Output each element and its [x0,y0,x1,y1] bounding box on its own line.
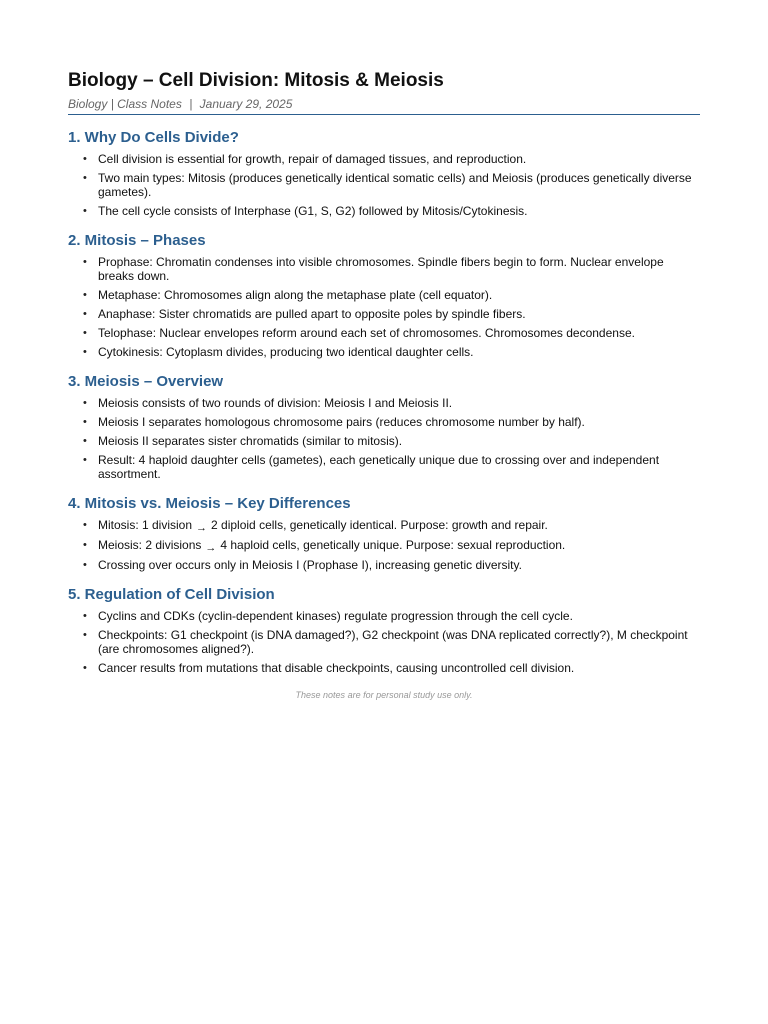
bullet-item: • Cancer results from mutations that disable checkpoints, causing uncontrolled cell division. [68,661,700,675]
bullet-text-before: Meiosis: 2 divisions [98,538,202,552]
bullet-item [68,518,700,533]
section-heading: 3. Meiosis – Overview [68,373,224,390]
bullet-item: • Metaphase: Chromosomes align along the metaphase plate (cell equator). [68,288,700,302]
bullet-list [68,152,700,218]
bullet-text-after: 2 diploid cells, genetically identical. Purpose: growth and repair. [211,518,548,532]
bullet-list [68,396,700,481]
footer-note: These notes are for personal study use only. [295,690,473,700]
bullet-item: • The cell cycle consists of Interphase (G1, S, G2) followed by Mitosis/Cytokinesis. [68,204,700,218]
bullet-item: • Cytokinesis: Cytoplasm divides, producing two identical daughter cells. [68,345,700,359]
arrow-icon: → [196,522,208,534]
section-5 [68,586,700,675]
section-1 [68,129,700,218]
bullet-item: • Checkpoints: G1 checkpoint (is DNA damaged?), G2 checkpoint (was DNA replicated correctly?), M checkpoint (are chromosomes aligned?). [68,628,700,656]
bullet-item [68,538,700,553]
bullet-list [68,255,700,359]
bullet-item: • Cyclins and CDKs (cyclin-dependent kinases) regulate progression through the cell cycle. [68,609,700,623]
bullet-list [68,609,700,675]
bullet-item: • Meiosis I separates homologous chromosome pairs (reduces chromosome number by half). [68,415,700,429]
section-heading: 5. Regulation of Cell Division [68,586,275,603]
section-3 [68,373,700,481]
section-2 [68,232,700,359]
section-heading: 2. Mitosis – Phases [68,232,206,249]
bullet-text-before: Mitosis: 1 division [98,518,193,532]
page-title: Biology – Cell Division: Mitosis & Meiosis [68,70,444,91]
sections-container [68,129,700,675]
section-heading: 4. Mitosis vs. Meiosis – Key Differences [68,495,351,512]
bullet-text-after: 4 haploid cells, genetically unique. Purpose: sexual reproduction. [220,538,566,552]
document-meta [68,97,700,115]
bullet-item: • Crossing over occurs only in Meiosis I (Prophase I), increasing genetic diversity. [68,558,700,572]
bullet-item: • Meiosis II separates sister chromatids (similar to mitosis). [68,434,700,448]
bullet-item: • Cell division is essential for growth, repair of damaged tissues, and reproduction. [68,152,700,166]
section-heading: 1. Why Do Cells Divide? [68,129,239,146]
meta-subject: Biology | Class Notes [68,97,182,111]
bullet-list [68,518,700,572]
bullet-item: • Result: 4 haploid daughter cells (gametes), each genetically unique due to crossing over and independent assortment. [68,453,700,481]
bullet-item: • Meiosis consists of two rounds of division: Meiosis I and Meiosis II. [68,396,700,410]
bullet-item: • Telophase: Nuclear envelopes reform around each set of chromosomes. Chromosomes decondense. [68,326,700,340]
arrow-icon: → [205,542,217,554]
section-4 [68,495,700,572]
bullet-item: • Prophase: Chromatin condenses into visible chromosomes. Spindle fibers begin to form. Nuclear envelope breaks down. [68,255,700,283]
bullet-item: • Two main types: Mitosis (produces genetically identical somatic cells) and Meiosis (produces genetically diverse gametes). [68,171,700,199]
meta-separator: | [189,97,193,111]
meta-date: January 29, 2025 [199,97,293,111]
bullet-item: • Anaphase: Sister chromatids are pulled apart to opposite poles by spindle fibers. [68,307,700,321]
